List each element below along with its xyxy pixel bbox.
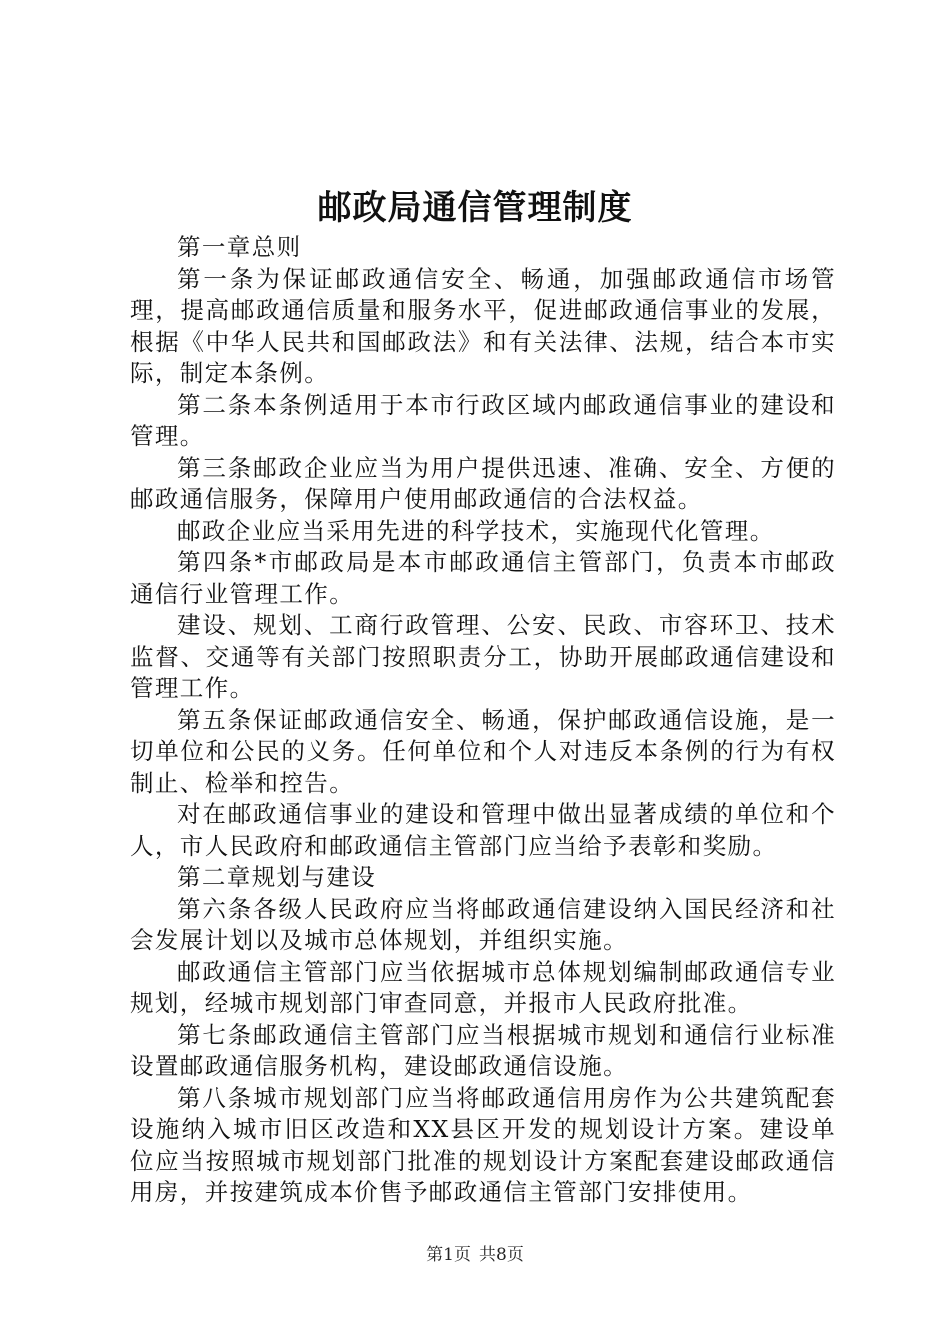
page-number: 第1页 — [426, 1245, 471, 1265]
document-body — [130, 232, 836, 1209]
body-paragraph: 第一条为保证邮政通信安全、畅通，加强邮政通信市场管理，提高邮政通信质量和服务水平，促进邮政通信事业的发展，根据《中华人民共和国邮政法》和有关法律、法规，结合本市实际，制定本条例。 — [130, 264, 836, 387]
page-total: 共8页 — [479, 1245, 524, 1265]
body-paragraph: 邮政通信主管部门应当依据城市总体规划编制邮政通信专业规划，经城市规划部门审查同意，并报市人民政府批准。 — [130, 957, 836, 1017]
body-paragraph: 第五条保证邮政通信安全、畅通，保护邮政通信设施，是一切单位和公民的义务。任何单位和个人对违反本条例的行为有权制止、检举和控告。 — [130, 705, 836, 797]
body-paragraph: 第八条城市规划部门应当将邮政通信用房作为公共建筑配套设施纳入城市旧区改造和XX县区开发的规划设计方案。建设单位应当按照城市规划部门批准的规划设计方案配套建设邮政通信用房，并按建筑成本价售予邮政通信主管部门安排使用。 — [130, 1083, 836, 1206]
body-paragraph: 邮政企业应当采用先进的科学技术，实施现代化管理。 — [177, 516, 775, 545]
chapter-heading: 第二章规划与建设 — [177, 863, 377, 891]
body-paragraph: 第六条各级人民政府应当将邮政通信建设纳入国民经济和社会发展计划以及城市总体规划，并组织实施。 — [130, 894, 836, 954]
body-paragraph: 第四条*市邮政局是本市邮政通信主管部门，负责本市邮政通信行业管理工作。 — [130, 548, 836, 608]
body-paragraph: 第三条邮政企业应当为用户提供迅速、准确、安全、方便的邮政通信服务，保障用户使用邮政通信的合法权益。 — [130, 453, 836, 513]
page-footer — [0, 1244, 950, 1266]
body-paragraph: 建设、规划、工商行政管理、公安、民政、市容环卫、技术监督、交通等有关部门按照职责分工，协助开展邮政通信建设和管理工作。 — [130, 611, 836, 702]
chapter-heading: 第一章总则 — [177, 233, 302, 261]
body-paragraph: 第七条邮政通信主管部门应当根据城市规划和通信行业标准设置邮政通信服务机构，建设邮政通信设施。 — [130, 1020, 836, 1080]
body-paragraph: 对在邮政通信事业的建设和管理中做出显著成绩的单位和个人，市人民政府和邮政通信主管部门应当给予表彰和奖励。 — [130, 800, 836, 860]
body-paragraph: 第二条本条例适用于本市行政区域内邮政通信事业的建设和管理。 — [130, 390, 836, 450]
document-title: 邮政局通信管理制度 — [317, 188, 633, 228]
